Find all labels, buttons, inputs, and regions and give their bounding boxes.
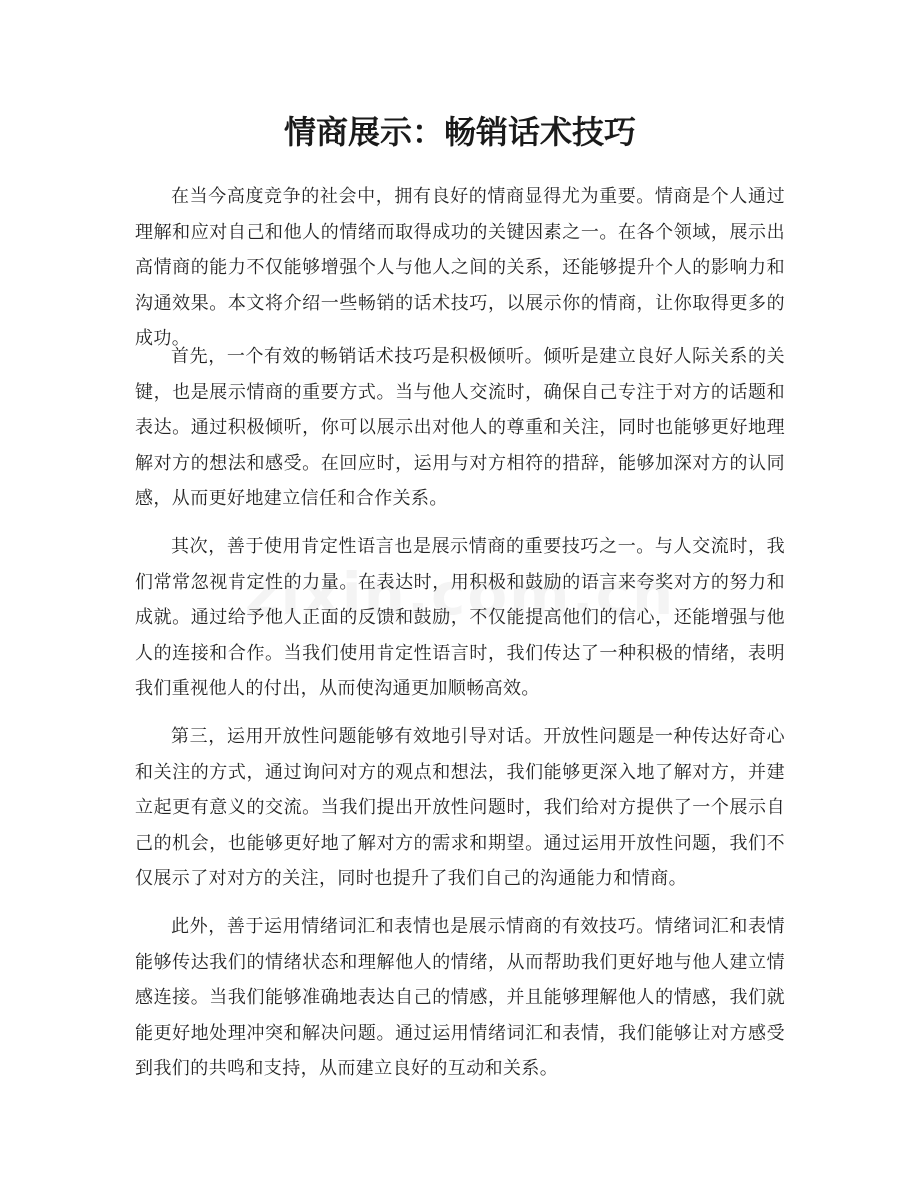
paragraph-emotion-words: 此外，善于运用情绪词汇和表情也是展示情商的有效技巧。情绪词汇和表情能够传达我们的情绪状态和理解他人的情绪，从而帮助我们更好地与他人建立情感连接。当我们能够准确地表达自己的情感，并且能够理解他人的情感，我们就能更好地处理冲突和解决问题。通过运用情绪词汇和表情，我们能够让对方感受到我们的共鸣和支持，从而建立良好的互动和关系。 xyxy=(135,916,785,1080)
document-title: 情商展示：畅销话术技巧 xyxy=(283,113,636,151)
paragraph-open-questions: 第三，运用开放性问题能够有效地引导对话。开放性问题是一种传达好奇心和关注的方式，通过询问对方的观点和想法，我们能够更深入地了解对方，并建立起更有意义的交流。当我们提出开放性问题时，我们给对方提供了一个展示自己的机会，也能够更好地了解对方的需求和期望。通过运用开放性问题，我们不仅展示了对对方的关注，同时也提升了我们自己的沟通能力和情商。 xyxy=(135,726,785,890)
paragraph-active-listening: 首先，一个有效的畅销话术技巧是积极倾听。倾听是建立良好人际关系的关键，也是展示情商的重要方式。当与他人交流时，确保自己专注于对方的话题和表达。通过积极倾听，你可以展示出对他人的尊重和关注，同时也能够更好地理解对方的想法和感受。在回应时，运用与对方相符的措辞，能够加深对方的认同感，从而更好地建立信任和合作关系。 xyxy=(135,346,785,510)
paragraph-affirmative-language: 其次，善于使用肯定性语言也是展示情商的重要技巧之一。与人交流时，我们常常忽视肯定性的力量。在表达时，用积极和鼓励的语言来夸奖对方的努力和成就。通过给予他人正面的反馈和鼓励，不仅能提高他们的信心，还能增强与他人的连接和合作。当我们使用肯定性语言时，我们传达了一种积极的情绪，表明我们重视他人的付出，从而使沟通更加顺畅高效。 xyxy=(135,536,785,700)
paragraph-intro: 在当今高度竞争的社会中，拥有良好的情商显得尤为重要。情商是个人通过理解和应对自己和他人的情绪而取得成功的关键因素之一。在各个领域，展示出高情商的能力不仅能够增强个人与他人之间的关系，还能够提升个人的影响力和沟通效果。本文将介绍一些畅销的话术技巧，以展示你的情商，让你取得更多的成功。 xyxy=(135,186,785,350)
